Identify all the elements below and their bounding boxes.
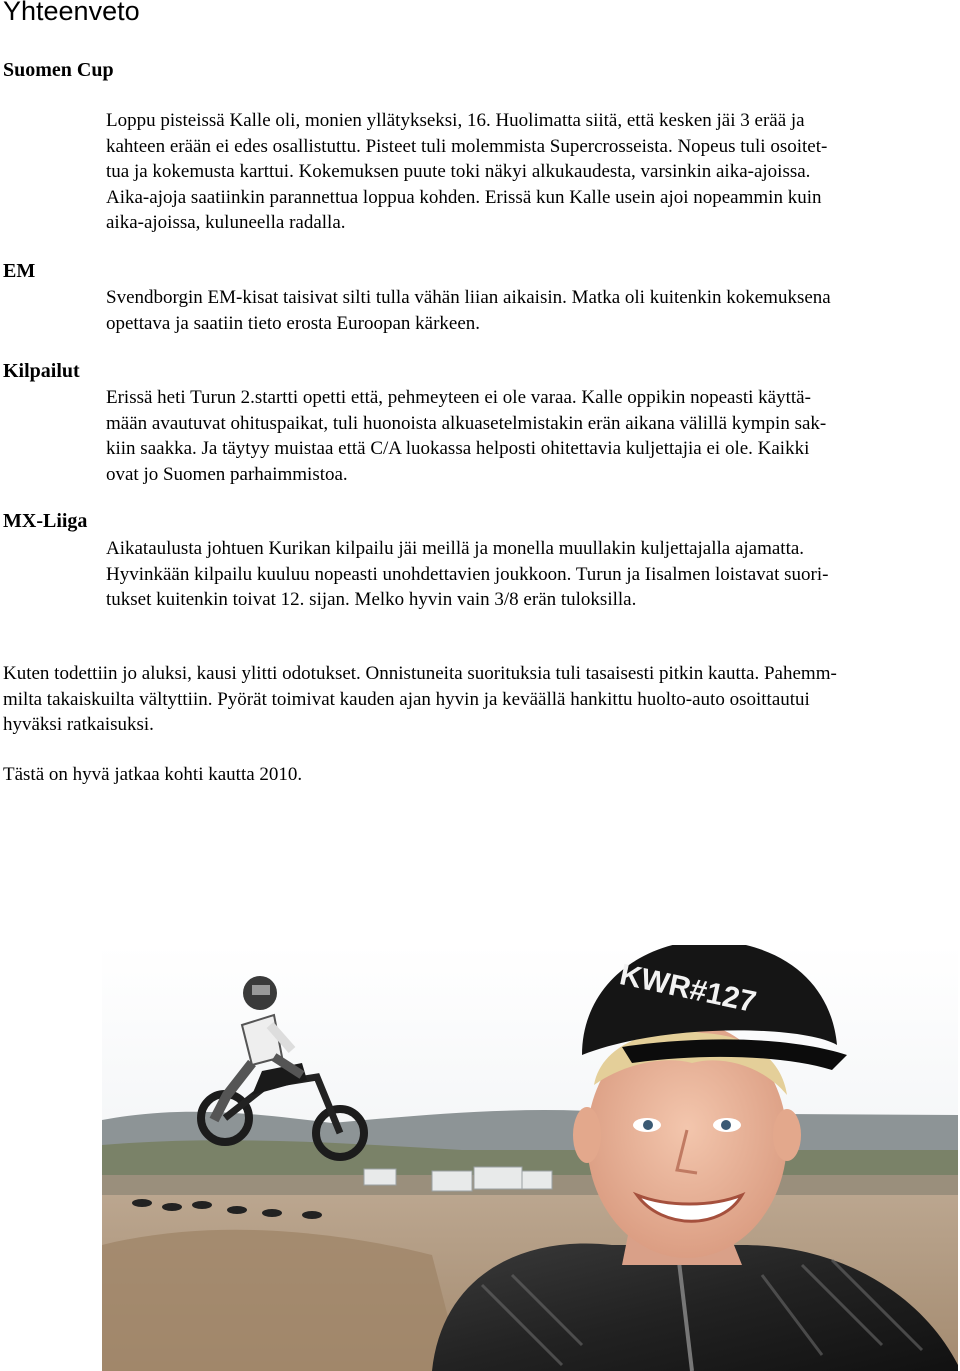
section-heading-suomen-cup: Suomen Cup [3,59,114,81]
text-line: tukset kuitenkin toivat 12. sijan. Melko hyvin vain 3/8 erän tuloksilla. [106,589,637,611]
text-line: opettava ja saatiin tieto erosta Euroopan kärkeen. [106,312,481,334]
photo-collage [102,945,958,1371]
text-line: kahteen erään ei edes osallistuttu. Pisteet tuli molemmista Supercrosseista. Nopeus tuli osoitet- [106,135,828,157]
text-line: tua ja kokemusta karttui. Kokemuksen puute toki näkyi alkukaudesta, varsinkin aika-ajoissa. [106,161,811,183]
text-line: Aikataulusta johtuen Kurikan kilpailu jäi meillä ja monella muullakin kuljettajalla ajamatta. [106,538,805,559]
cap-logo: KWR#127 [616,958,759,1020]
text-line: Svendborgin EM-kisat taisivat silti tulla vähän liian aikaisin. Matka oli kuitenkin kokemuksena [106,287,831,308]
text-line: ovat jo Suomen parhaimmistoa. [106,463,348,485]
paragraph-summary [3,661,959,738]
text-line: Erissä heti Turun 2.startti opetti että, pehmeyteen ei ole varaa. Kalle oppikin nopeasti käyttä- [106,387,811,408]
paragraph-mx-liiga [106,536,958,613]
text-line: mään avautuvat ohituspaikat, tuli huonoista alkuasetelmistakin erän aikana välillä kympin sak- [106,412,827,434]
paragraph-em [106,285,958,336]
section-heading-kilpailut: Kilpailut [3,360,80,382]
text-line: Aika-ajoja saatiinkin parannettua loppua kohden. Erissä kun Kalle usein ajoi nopeammin kuin [106,186,822,208]
text-line: kiin saakka. Ja täytyy muistaa että C/A luokassa helposti ohitettavia kuljettajia ei ole. Kaikki [106,438,810,460]
text-line: Loppu pisteissä Kalle oli, monien yllätykseksi, 16. Huolimatta siitä, että kesken jäi 3 erää ja [106,110,805,131]
text-line: hyväksi ratkaisuksi. [3,714,154,736]
paragraph-suomen-cup [106,108,958,236]
text-line: Hyvinkään kilpailu kuuluu nopeasti unohdettavien joukkoon. Turun ja Iisalmen loistavat suori- [106,563,829,585]
page-title: Yhteenveto [3,0,140,26]
paragraph-kilpailut [106,385,958,487]
text-line: Kuten todettiin jo aluksi, kausi ylitti odotukset. Onnistuneita suorituksia tuli tasaisesti pitkin kautta. Pahemm- [3,663,837,684]
closing-line: Tästä on hyvä jatkaa kohti kautta 2010. [3,764,303,785]
text-line: aika-ajoissa, kuluneella radalla. [106,212,346,234]
section-heading-em: EM [3,260,36,282]
text-line: milta takaiskuilta vältyttiin. Pyörät toimivat kauden ajan hyvin ja keväällä hankittu huolto-auto osoittautui [3,688,810,710]
section-heading-mx-liiga: MX-Liiga [3,510,88,532]
